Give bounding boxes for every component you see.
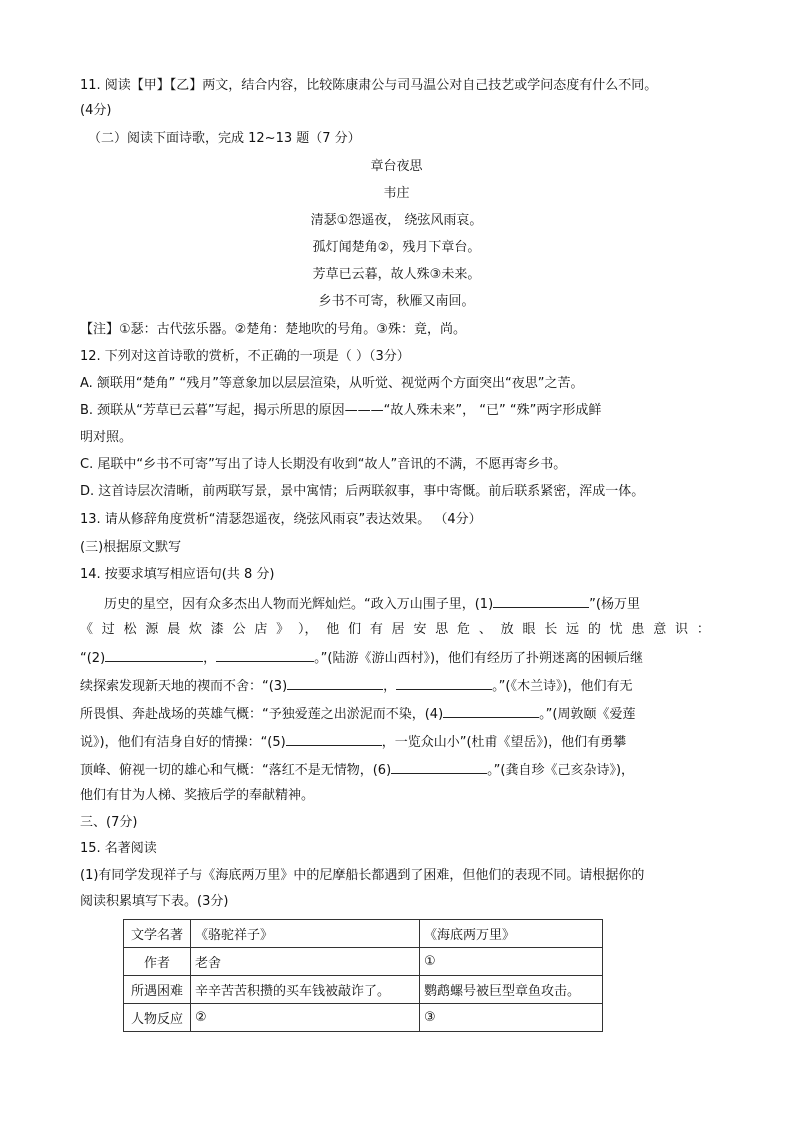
q14-text: 说》)，他们有洁身自好的情操：“(5) [80, 735, 286, 750]
table-row [124, 920, 603, 948]
q14-para-line8: 他们有甘为人梯、奖掖后学的奉献精神。 [80, 788, 315, 803]
q14-char: 有 [369, 622, 383, 637]
q14-char: 他 [326, 622, 340, 637]
table-cell-header: 人物反应 [124, 1004, 191, 1032]
q12-option-d: D. 这首诗层次清晰，前两联写景，景中寓情；后两联叙事，事中寄慨。前后联系紧密，浑成一体。 [80, 484, 645, 499]
table-cell-header: 所遇困难 [124, 976, 191, 1004]
poem-author: 韦庄 [383, 186, 410, 201]
q14-char: 》 [276, 622, 290, 637]
answer-blank-6[interactable] [391, 759, 487, 774]
poem-line-3: 芳草已云暮，故人殊③未来。 [312, 267, 481, 282]
q14-para-line1 [104, 593, 640, 615]
q14-stem: 14. 按要求填写相应语句(共 8 分) [80, 567, 275, 582]
q12-stem: 12. 下列对这首诗歌的赏析，不正确的一项是（ ）（3分） [80, 349, 410, 364]
table-cell-header: 作者 [124, 948, 191, 976]
q14-char: 店 [254, 622, 268, 637]
q14-char: 意 [653, 622, 667, 637]
q14-text: ，一览众山小”(杜甫《望岳》)，他们有勇攀 [381, 735, 627, 750]
answer-blank-3a[interactable] [287, 675, 383, 690]
answer-blank-1[interactable] [493, 593, 589, 608]
q14-text: 历史的星空，因有众多杰出人物而光辉灿烂。“政入万山围子里，(1) [104, 597, 494, 612]
q14-char: 放 [500, 622, 514, 637]
q14-char: 《 [80, 622, 94, 637]
poem-line-1: 清瑟①怨遥夜， 绕弦风雨哀。 [310, 213, 483, 228]
q14-char: 远 [566, 622, 580, 637]
poem-title: 章台夜思 [370, 159, 423, 174]
section-three-heading: 三、(7分) [80, 815, 138, 830]
q11-line1: 11. 阅读【甲】【乙】两文，结合内容，比较陈康肃公与司马温公对自己技艺或学问态度有什么不同。 [80, 78, 658, 93]
table-row [124, 976, 603, 1004]
q14-text: “(2) [80, 651, 106, 666]
q14-text: 。”(周敦颐《爱莲 [539, 707, 636, 722]
answer-blank-4[interactable] [443, 703, 539, 718]
q14-text: 所畏惧、奔赴战场的英雄气概：“予独爱莲之出淤泥而不染，(4) [80, 707, 444, 722]
section2-heading: （二）阅读下面诗歌，完成 12~13 题（7 分） [88, 131, 361, 146]
q14-char: 晨 [167, 622, 181, 637]
table-cell: 《骆驼祥子》 [191, 920, 420, 948]
q14-char: 炊 [188, 622, 202, 637]
poem-line-2: 孤灯闻楚角②，残月下章台。 [312, 240, 481, 255]
answer-blank-5[interactable] [286, 731, 382, 746]
q14-char: 眼 [522, 622, 536, 637]
q12-option-c: C. 尾联中“乡书不可寄”写出了诗人长期没有收到“故人”音讯的不满，不愿再寄乡书。 [80, 457, 567, 472]
q14-text: 。”(《木兰诗》)，他们有无 [492, 679, 633, 694]
answer-blank-2a[interactable] [105, 647, 203, 662]
q14-text: ， [203, 651, 217, 666]
q15-sub1-line1: (1)有同学发现祥子与《海底两万里》中的尼摩船长都遇到了困难，但他们的表现不同。请根据你的 [80, 868, 645, 883]
q14-char: 危 [457, 622, 471, 637]
reading-table [123, 919, 603, 1032]
q14-char: 过 [101, 622, 115, 637]
answer-cell-3[interactable]: ③ [420, 1004, 603, 1032]
q14-text: 顶峰、俯视一切的雄心和气概：“落红不是无情物，(6) [80, 763, 392, 778]
q14-para-line6 [80, 731, 626, 753]
q14-char: 忧 [609, 622, 623, 637]
q14-char: 松 [123, 622, 137, 637]
q14-para-line2 [80, 620, 710, 640]
q14-char: 源 [145, 622, 159, 637]
poem-line-4: 乡书不可寄，秋雁又南回。 [318, 294, 475, 309]
q14-text: 。”(龚自珍《己亥杂诗》)， [487, 763, 635, 778]
q14-text: 。”(陆游《游山西村》)，他们有经历了扑朔迷离的困顿后继 [314, 651, 644, 666]
q14-para-line3 [80, 647, 643, 669]
answer-cell-2[interactable]: ② [191, 1004, 420, 1032]
q14-char: 长 [544, 622, 558, 637]
q14-char: 的 [587, 622, 601, 637]
q14-char: 居 [391, 622, 405, 637]
table-row [124, 948, 603, 976]
table-row [124, 1004, 603, 1032]
q15-sub1-line2: 阅读积累填写下表。(3分) [80, 894, 229, 909]
table-cell: 老舍 [191, 948, 420, 976]
q11-line2: (4分) [80, 103, 112, 118]
q14-char: 们 [348, 622, 362, 637]
q14-para-line4 [80, 675, 633, 697]
answer-blank-2b[interactable] [216, 647, 314, 662]
section3-heading: (三)根据原文默写 [80, 540, 182, 555]
q14-char: 识 [675, 622, 689, 637]
q14-char: 漆 [210, 622, 224, 637]
table-cell: 《海底两万里》 [420, 920, 603, 948]
q14-text: 续探索发现新天地的禊而不舍：“(3) [80, 679, 288, 694]
q14-char: 思 [435, 622, 449, 637]
q14-char: 公 [232, 622, 246, 637]
q14-char: 安 [413, 622, 427, 637]
table-cell: 鹦鹉螺号被巨型章鱼攻击。 [420, 976, 603, 1004]
answer-cell-1[interactable]: ① [420, 948, 603, 976]
q14-char: ： [696, 622, 710, 637]
q13-stem: 13. 请从修辞角度赏析“清瑟怨遥夜，绕弦风雨哀”表达效果。 （4分） [80, 512, 482, 527]
table-cell: 辛辛苦苦积攒的买车钱被敲诈了。 [191, 976, 420, 1004]
poem-note: 【注】①瑟：古代弦乐器。②楚角：楚地吹的号角。③殊：竟，尚。 [80, 322, 466, 337]
answer-blank-3b[interactable] [396, 675, 492, 690]
q14-para-line7 [80, 759, 634, 781]
table-cell-header: 文学名著 [124, 920, 191, 948]
q12-option-a: A. 颔联用“楚角” “残月”等意象加以层层渲染，从听觉、视觉两个方面突出“夜思”之苦。 [80, 376, 584, 391]
q14-char: 患 [631, 622, 645, 637]
q12-option-b-line1: B. 颈联从“芳草已云暮”写起，揭示所思的原因———“故人殊未来”， “已” “殊”两字形成鲜 [80, 403, 602, 418]
q12-option-b-line2: 明对照。 [80, 430, 133, 445]
q14-para-line5 [80, 703, 635, 725]
q14-char: 、 [478, 622, 492, 637]
q14-text: ”(杨万里 [589, 597, 640, 612]
q15-title: 15. 名著阅读 [80, 841, 157, 856]
q14-char: ）， [297, 622, 318, 637]
q14-text: ， [383, 679, 397, 694]
